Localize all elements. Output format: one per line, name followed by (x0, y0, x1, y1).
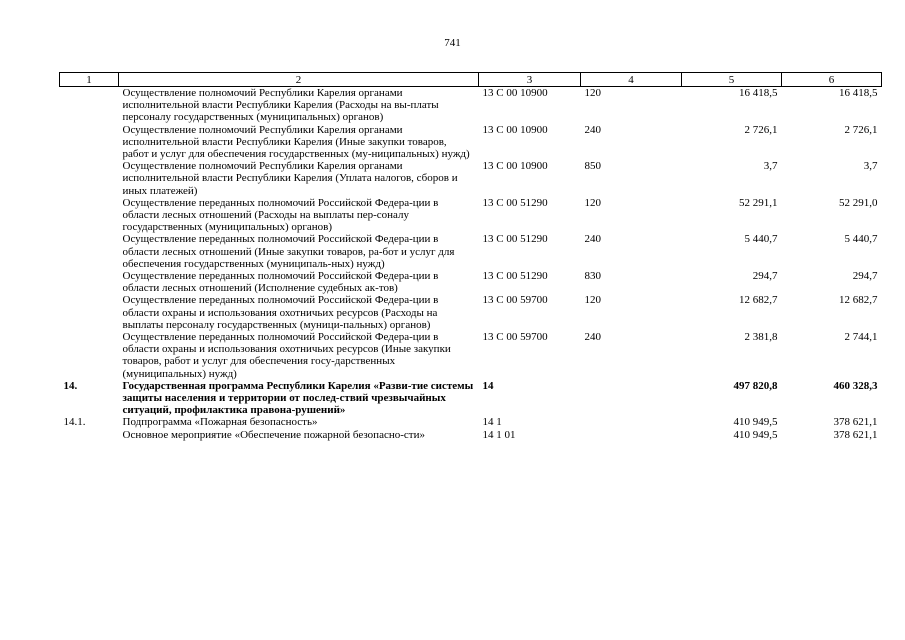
row-number: 14.1. (63, 416, 86, 429)
row-name: Государственная программа Республики Карелия «Разви-тие системы защиты населения и территории от послед-ствий чрезвычайных ситуаций, профилактика правона-рушений» (122, 379, 474, 417)
row-number (60, 124, 119, 161)
row-value-col5: 2 726,1 (744, 123, 778, 136)
row-type: 120 (584, 196, 601, 209)
row-name: Основное мероприятие «Обеспечение пожарной безопасно-сти» (122, 428, 425, 441)
table-header-row (60, 73, 882, 87)
row-value-col5: 3,7 (763, 160, 778, 173)
row-value-col6: 5 440,7 (844, 233, 878, 246)
row-number (60, 294, 119, 331)
table-row (60, 233, 882, 270)
header-col-6: 6 (782, 73, 882, 87)
budget-table (59, 72, 882, 441)
row-code: 13 С 00 10900 (482, 160, 548, 173)
row-value-col5: 410 949,5 (733, 416, 778, 429)
row-type: 120 (584, 87, 601, 99)
row-value-col5: 497 820,8 (733, 379, 778, 392)
row-number (60, 87, 119, 124)
table-row (60, 160, 882, 197)
row-value-col6: 52 291,0 (839, 196, 878, 209)
row-number (60, 331, 119, 380)
row-name: Осуществление переданных полномочий Российской Федера-ции в области лесных отношений (Исполнение судебных ак-тов) (122, 270, 439, 295)
table-body (60, 87, 882, 441)
row-number (60, 270, 119, 294)
row-type (581, 429, 682, 441)
row-name: Осуществление переданных полномочий Российской Федера-ции в области охраны и использования охотничьих ресурсов (Расходы на выплаты персоналу государственных (муници-пальных) органов) (122, 294, 439, 331)
row-code: 13 С 00 10900 (482, 123, 548, 136)
row-value-col5: 294,7 (752, 270, 778, 283)
row-type: 830 (584, 270, 601, 283)
row-code: 14 1 (482, 416, 502, 429)
header-col-3: 3 (479, 73, 581, 87)
table-row (60, 197, 882, 234)
row-value-col6: 294,7 (852, 270, 878, 283)
row-name: Осуществление полномочий Республики Карелия органами исполнительной власти Республики Карелия (Уплата налогов, сборов и иных платежей) (122, 160, 458, 197)
table-row (60, 429, 882, 441)
row-code: 13 С 00 59700 (482, 331, 548, 344)
row-number (60, 429, 119, 441)
row-value-col5: 2 381,8 (744, 331, 778, 344)
row-name: Осуществление переданных полномочий Российской Федера-ции в области охраны и использования охотничьих ресурсов (Иные закупки товаров, работ и услуг для обеспечения госу-дарственных (муниципальных) нужд) (122, 331, 451, 380)
table-row (60, 270, 882, 294)
row-number: 14. (63, 379, 78, 392)
table-row (60, 124, 882, 161)
row-code: 13 С 00 59700 (482, 294, 548, 307)
row-code: 13 С 00 51290 (482, 233, 548, 246)
row-code: 14 1 01 (482, 428, 516, 441)
row-code: 13 С 00 51290 (482, 270, 548, 283)
row-value-col6: 12 682,7 (839, 294, 878, 307)
row-value-col6: 460 328,3 (833, 379, 878, 392)
row-value-col5: 52 291,1 (739, 196, 778, 209)
row-value-col6: 3,7 (863, 160, 878, 173)
row-number (60, 233, 119, 270)
row-type (581, 416, 682, 428)
row-value-col5: 410 949,5 (733, 428, 778, 441)
table-row (60, 331, 882, 380)
row-value-col5: 12 682,7 (739, 294, 778, 307)
row-type: 120 (584, 294, 601, 307)
row-value-col5: 16 418,5 (739, 87, 778, 99)
row-value-col6: 378 621,1 (833, 416, 878, 429)
row-number (60, 160, 119, 197)
header-col-2: 2 (119, 73, 479, 87)
row-number (60, 197, 119, 234)
row-name: Осуществление полномочий Республики Карелия органами исполнительной власти Республики Карелия (Иные закупки товаров, работ и услуг для обеспечения государственных (му-ниципальных) нужд) (122, 123, 470, 161)
row-value-col6: 2 744,1 (844, 331, 878, 344)
row-value-col6: 378 621,1 (833, 428, 878, 441)
row-type: 240 (584, 331, 601, 344)
table-row (60, 380, 882, 417)
row-code: 14 (482, 379, 494, 392)
row-type: 240 (584, 233, 601, 246)
page-number: 741 (444, 37, 461, 49)
row-code: 13 С 00 51290 (482, 196, 548, 209)
row-name: Подпрограмма «Пожарная безопасность» (122, 416, 318, 429)
row-value-col6: 2 726,1 (844, 123, 878, 136)
header-col-1: 1 (60, 73, 119, 87)
row-name: Осуществление переданных полномочий Российской Федера-ции в области лесных отношений (Расходы на выплаты пер-соналу государственных (муниципальных) органов) (122, 196, 439, 234)
table-row (60, 87, 882, 124)
table-row (60, 416, 882, 428)
row-value-col6: 16 418,5 (839, 87, 878, 99)
row-code: 13 С 00 10900 (482, 87, 548, 99)
header-col-5: 5 (682, 73, 782, 87)
row-type (581, 380, 682, 417)
row-type: 240 (584, 123, 601, 136)
row-name: Осуществление полномочий Республики Карелия органами исполнительной власти Республики Карелия (Расходы на вы-платы персоналу государственных (муниципальных) органов) (122, 87, 439, 124)
table-row (60, 294, 882, 331)
row-type: 850 (584, 160, 601, 173)
row-name: Осуществление переданных полномочий Российской Федера-ции в области лесных отношений (Иные закупки товаров, ра-бот и услуг для обеспечения государственных (муниципаль-ных) нужд) (122, 233, 455, 270)
header-col-4: 4 (581, 73, 682, 87)
row-value-col5: 5 440,7 (744, 233, 778, 246)
